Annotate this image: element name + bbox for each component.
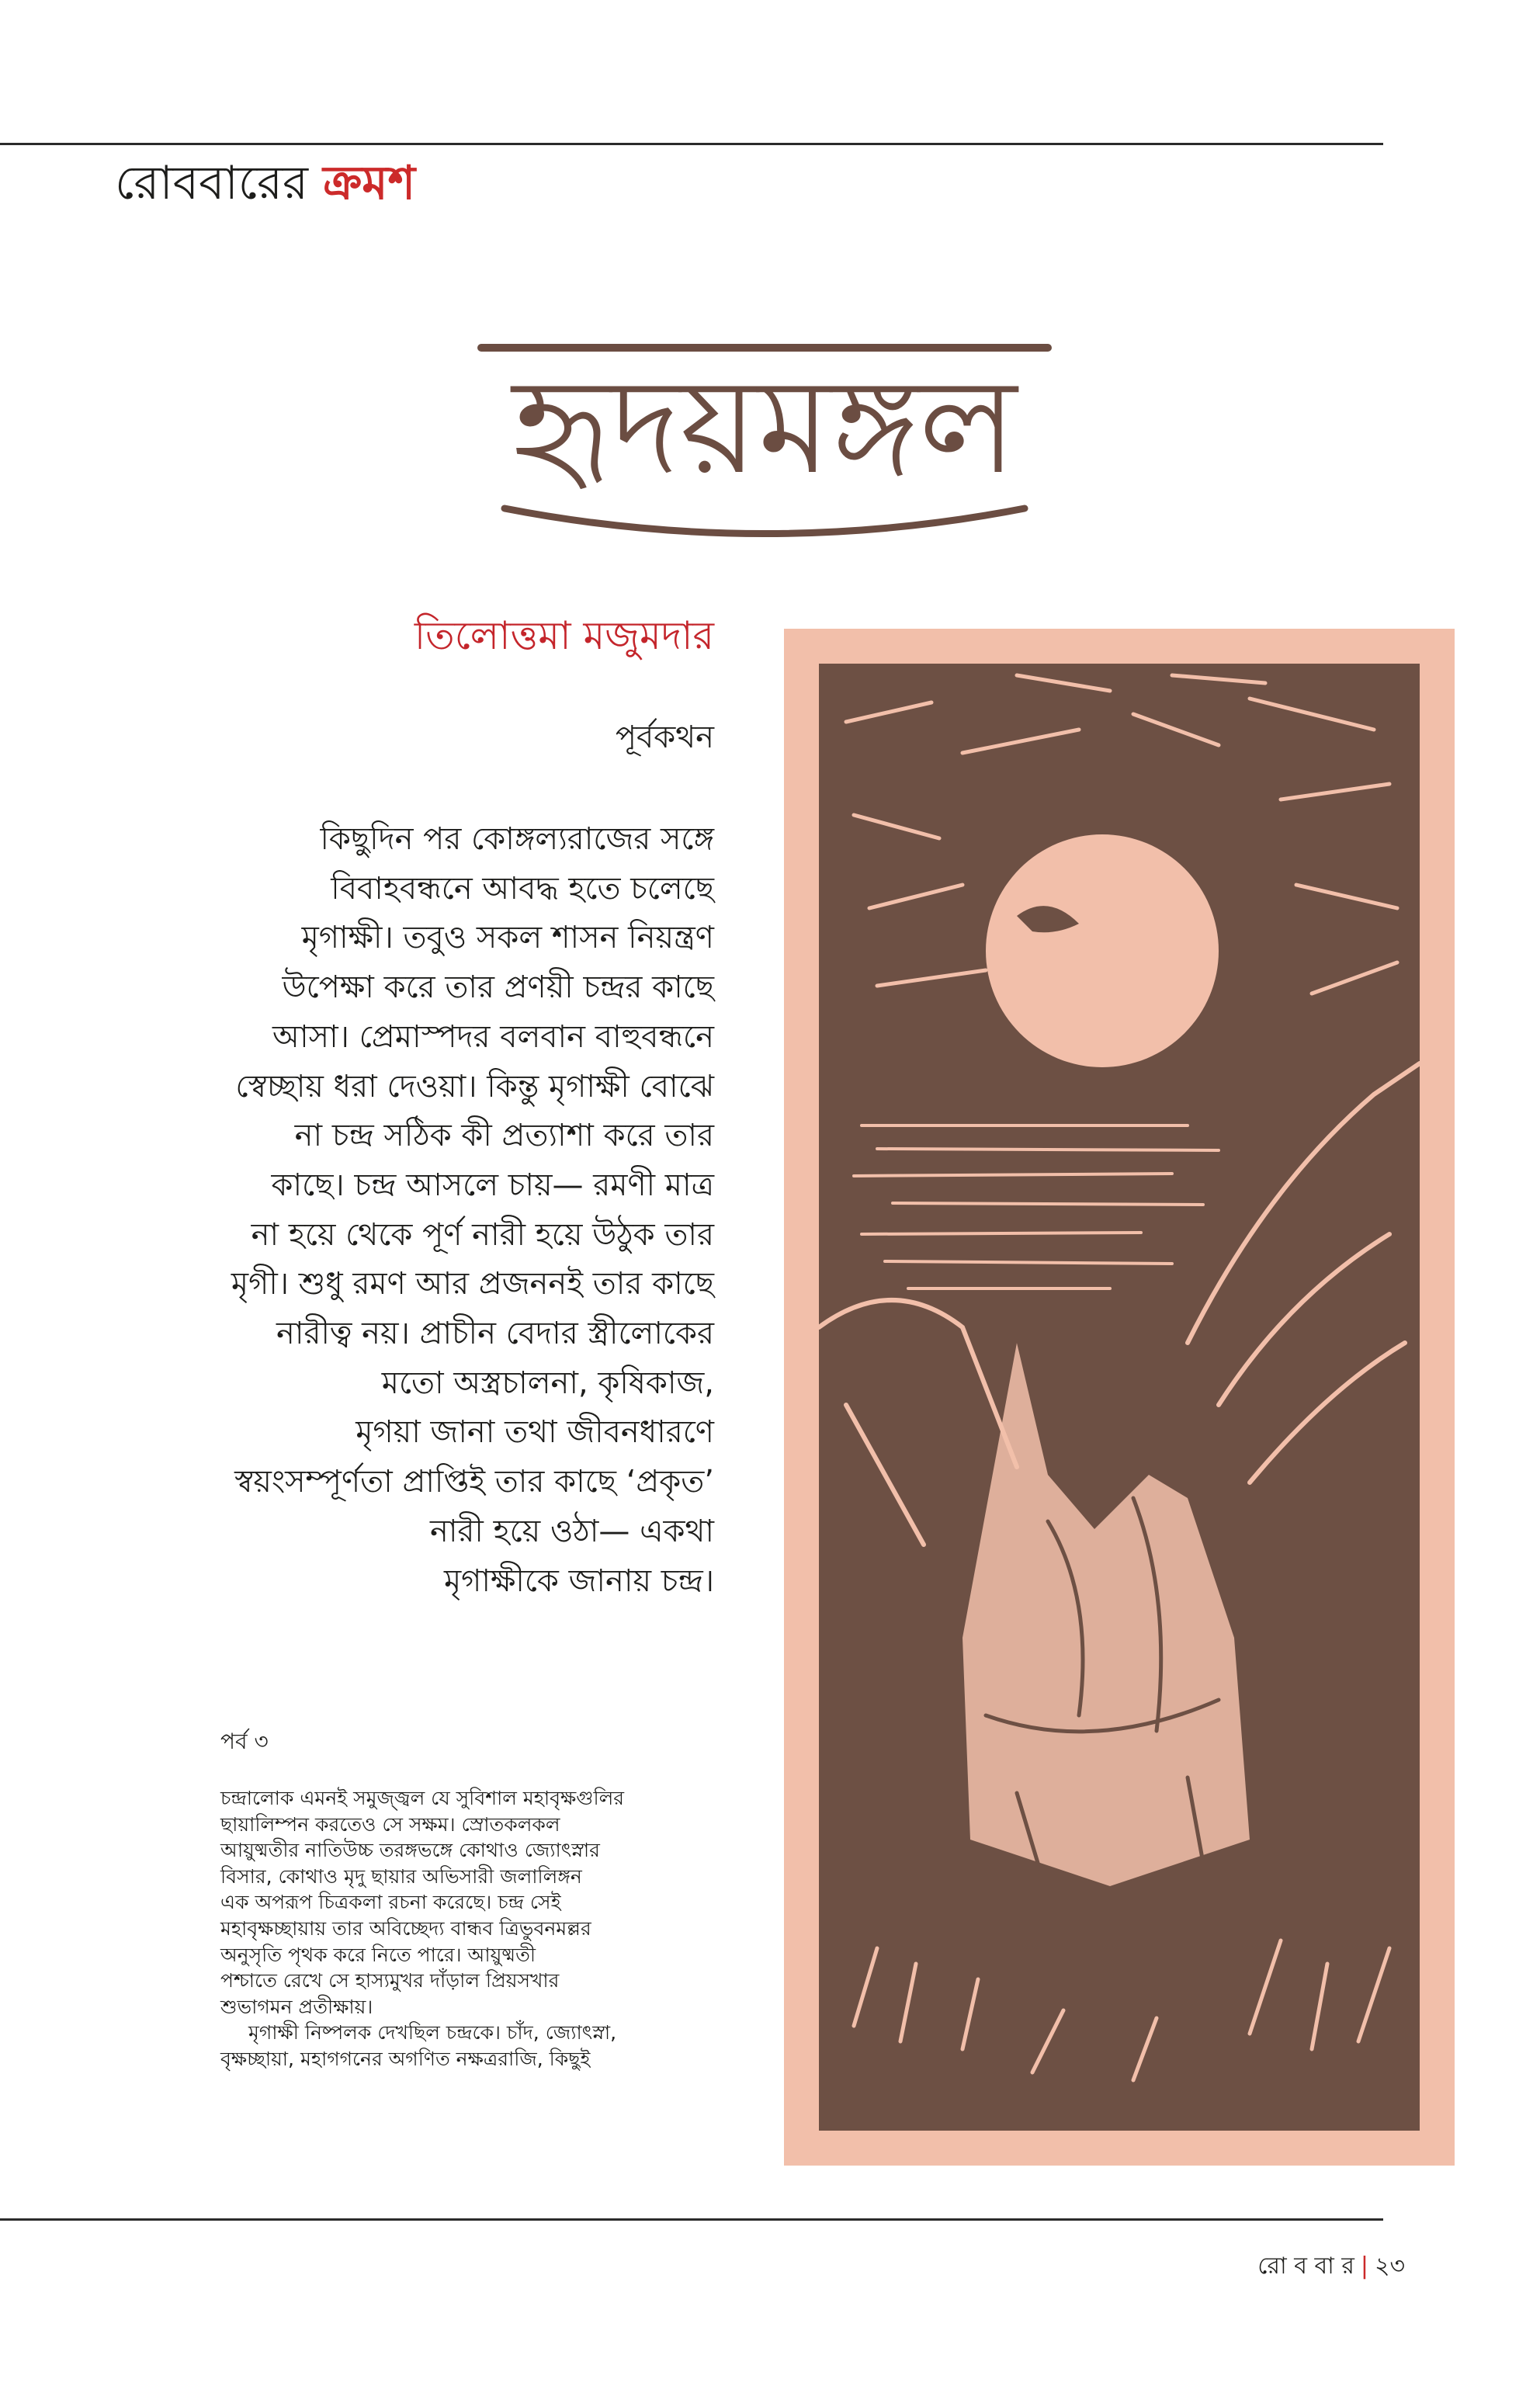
section-label-prefix: রোববারের [115, 156, 309, 210]
body-line: ছায়ালিম্পন করতেও সে সক্ষম। স্রোতকলকল [220, 1812, 560, 1836]
page-footer [1164, 2249, 1405, 2284]
body-line: বিসার, কোথাও মৃদু ছায়ার অভিসারী জলালিঙ্গন [220, 1864, 582, 1888]
body-line: অনুসৃতি পৃথক করে নিতে পারে। আয়ুষ্মতী [220, 1943, 536, 1966]
synopsis-line: কাছে। চন্দ্র আসলে চায়— রমণী মাত্র [271, 1167, 714, 1203]
body-line: পশ্চাতে রেখে সে হাস্যমুখর দাঁড়াল প্রিয়সখার [220, 1969, 560, 1992]
body-line: চন্দ্রালোক এমনই সমুজ্জ্বল যে সুবিশাল মহাবৃক্ষগুলির [220, 1787, 625, 1809]
synopsis-line: না চন্দ্র সঠিক কী প্রত্যাশা করে তার [294, 1118, 714, 1154]
author-name: তিলোত্তমা মজুমদার [414, 613, 714, 658]
moonlit-couple-illustration [784, 629, 1455, 2166]
page-number: ২৩ [1374, 2253, 1405, 2280]
series-title: হৃদয়মঙ্গল [512, 350, 1018, 504]
synopsis-line: মৃগয়া জানা তথা জীবনধারণে [356, 1414, 714, 1451]
bottom-rule [0, 2218, 1383, 2221]
synopsis-line: কিছুদিন পর কোঙ্গল্যরাজের সঙ্গে [320, 821, 714, 857]
woodcut-illustration [784, 629, 1455, 2166]
top-rule [0, 143, 1383, 145]
synopsis-line: মৃগাক্ষীকে জানায় চন্দ্র। [443, 1562, 714, 1599]
body-line: শুভাগমন প্রতীক্ষায়। [220, 1995, 373, 2018]
prelude-synopsis [116, 815, 714, 1606]
body-line: মহাবৃক্ষচ্ছায়ায় তার অবিচ্ছেদ্য বান্ধব ত্রিভুবনমল্লর [220, 1916, 591, 1940]
prelude-heading: পূর্বকথন [615, 720, 714, 755]
synopsis-line: উপেক্ষা করে তার প্রণয়ী চন্দ্রর কাছে [282, 969, 714, 1006]
synopsis-line: না হয়ে থেকে পূর্ণ নারী হয়ে উঠুক তার [251, 1216, 714, 1253]
body-line: এক অপরূপ চিত্রকলা রচনা করেছে। চন্দ্র সেই [220, 1891, 561, 1914]
section-label-accent: ক্রমশ [323, 156, 416, 210]
story-body [220, 1785, 717, 2072]
synopsis-line: স্বয়ংসম্পূর্ণতা প্রাপ্তিই তার কাছে ‘প্রকৃত’ [234, 1464, 714, 1500]
synopsis-line: মৃগী। শুধু রমণ আর প্রজননই তার কাছে [231, 1266, 714, 1302]
series-logo [458, 326, 1071, 551]
synopsis-line: বিবাহবন্ধনে আবদ্ধ হতে চলেছে [331, 870, 714, 907]
footer-separator: | [1360, 2253, 1368, 2280]
moon-shape [986, 834, 1219, 1067]
episode-label: পর্ব ৩ [220, 1729, 269, 1754]
publication-name: রো ব বা র [1257, 2253, 1354, 2280]
synopsis-line: স্বেচ্ছায় ধরা দেওয়া। কিন্তু মৃগাক্ষী বোঝে [235, 1068, 714, 1105]
synopsis-line: নারী হয়ে ওঠা— একথা [429, 1513, 714, 1549]
synopsis-line: মতো অস্ত্রচালনা, কৃষিকাজ, [381, 1365, 714, 1401]
synopsis-line: মৃগাক্ষী। তবুও সকল শাসন নিয়ন্ত্রণ [301, 920, 714, 956]
body-line: মৃগাক্ষী নিষ্পলক দেখছিল চন্দ্রকে। চাঁদ, জ্যোৎস্না, [248, 2021, 617, 2044]
body-line: বৃক্ষচ্ছায়া, মহাগগনের অগণিত নক্ষত্ররাজি, কিছুই [220, 2047, 591, 2070]
synopsis-line: আসা। প্রেমাস্পদর বলবান বাহুবন্ধনে [272, 1018, 714, 1055]
body-line: আয়ুষ্মতীর নাতিউচ্চ তরঙ্গভঙ্গে কোথাও জ্যোৎস্নার [220, 1839, 600, 1862]
section-label [115, 152, 415, 214]
synopsis-line: নারীত্ব নয়। প্রাচীন বেদার স্ত্রীলোকের [276, 1316, 714, 1352]
